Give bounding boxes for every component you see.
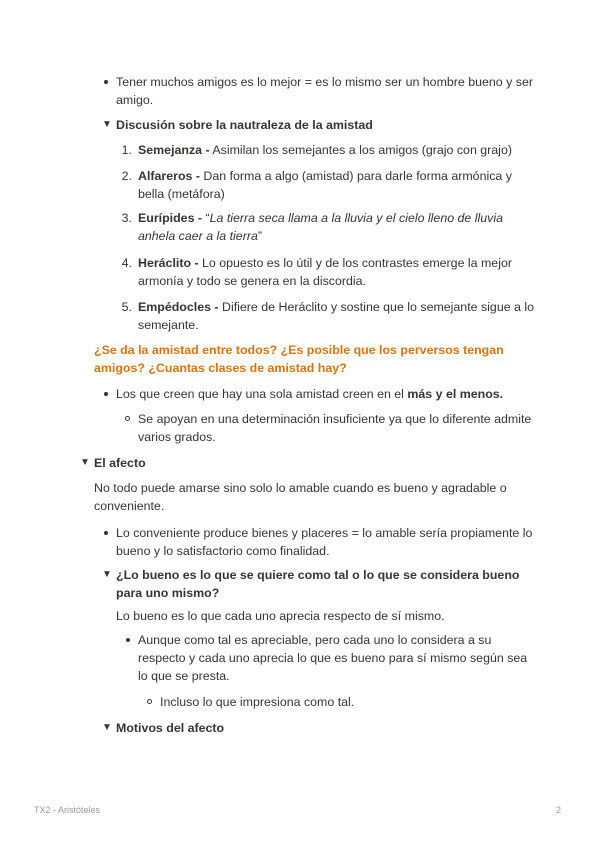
list-item-quote: anhela caer a la tierra [138,229,258,243]
list-number: 2. [121,169,132,183]
bullet-ring [147,699,152,704]
list-item-quote-open: “ [202,211,210,225]
toggle-title: Discusión sobre la nautraleza de la amistad [116,118,373,132]
toggle-arrow-icon[interactable]: ▼ [102,119,112,130]
sub-bullet-text-line: varios grados. [138,430,216,444]
list-item-desc: Lo opuesto es lo útil y de los contrastes emerge la mejor [198,256,512,270]
bullet-ring [125,416,130,421]
sub-bullet-text-line: Se apoyan en una determinación insuficiente ya que lo diferente admite [138,412,532,426]
list-item-text [138,254,512,272]
list-item-text [138,141,512,159]
list-number: 4. [121,256,132,270]
list-item-text [138,167,512,185]
list-item-desc-line2: bella (metáfora) [138,187,225,201]
footer-page-number: 2 [556,805,562,815]
list-item-term: Semejanza - [138,143,210,157]
bullet-dot [104,80,108,84]
toggle-arrow-icon[interactable]: ▼ [80,457,90,468]
toggle-title-line: ¿Lo bueno es lo que se quiere como tal o lo que se considera bueno [116,568,520,582]
orange-heading-line: ¿Se da la amistad entre todos? ¿Es posible que los perversos tengan [94,343,504,357]
bullet-text-line: bueno y lo satisfactorio como finalidad. [116,544,330,558]
list-item-text [138,209,503,227]
bullet-dot [104,392,108,396]
orange-heading-line: amigos? ¿Cuantas clases de amistad hay? [94,361,347,375]
toggle-title-line: para uno mismo? [116,586,220,600]
bullet-text-line [116,385,503,403]
list-item-desc-line2: semejante. [138,318,199,332]
toggle-arrow-icon[interactable]: ▼ [102,722,112,733]
bullet-text-line: Lo conveniente produce bienes y placeres = lo amable sería propiamente lo [116,526,533,540]
list-item-quote-close: ” [257,229,262,243]
list-item-desc: Difiere de Heráclito y sostine que lo semejante sigue a lo [218,300,535,314]
list-item-term: Alfareros - [138,169,200,183]
list-number: 1. [121,143,132,157]
list-item-term: Empédocles - [138,300,219,314]
bullet-text-line: Tener muchos amigos es lo mejor = es lo mismo ser un hombre bueno y ser [116,75,533,89]
list-item-text [138,298,534,316]
bullet-text-bold: más y el menos. [407,387,504,401]
sub-bullet-text-line: Incluso lo que impresiona como tal. [160,695,355,709]
paragraph-line: conveniente. [94,499,165,513]
bullet-text-plain: Los que creen que hay una sola amistad creen en el [116,387,408,401]
list-item-desc: Asimilan los semejantes a los amigos (grajo con grajo) [209,143,512,157]
list-item-term: Eurípides - [138,211,203,225]
list-number: 3. [121,211,132,225]
bullet-text-line: Aunque como tal es apreciable, pero cada uno lo considera a su [138,633,492,647]
bullet-dot [104,531,108,535]
list-number: 5. [121,300,132,314]
bullet-text-line: lo que se presta. [138,669,230,683]
list-item-desc: Dan forma a algo (amistad) para darle forma armónica y [199,169,512,183]
list-item-term: Heráclito - [138,256,199,270]
toggle-title: El afecto [94,456,146,470]
toggle-title: Motivos del afecto [116,721,225,735]
bullet-text-line: amigo. [116,93,154,107]
bullet-text-line: respecto y cada uno aprecia lo que es bueno para sí mismo según sea [138,651,528,665]
list-item-desc-line2 [138,227,262,245]
list-item-quote: La tierra seca llama a la lluvia y el cielo lleno de lluvia [209,211,504,225]
paragraph-line: No todo puede amarse sino solo lo amable cuando es bueno y agradable o [94,481,507,495]
toggle-arrow-icon[interactable]: ▼ [102,569,112,580]
bullet-dot [126,638,130,642]
bueno-paragraph: Lo bueno es lo que cada uno aprecia respecto de sí mismo. [116,609,445,623]
list-item-desc-line2: armonía y todo se genera en la discordia. [138,274,366,288]
footer-title: TX2 - Aristóteles [34,805,101,815]
